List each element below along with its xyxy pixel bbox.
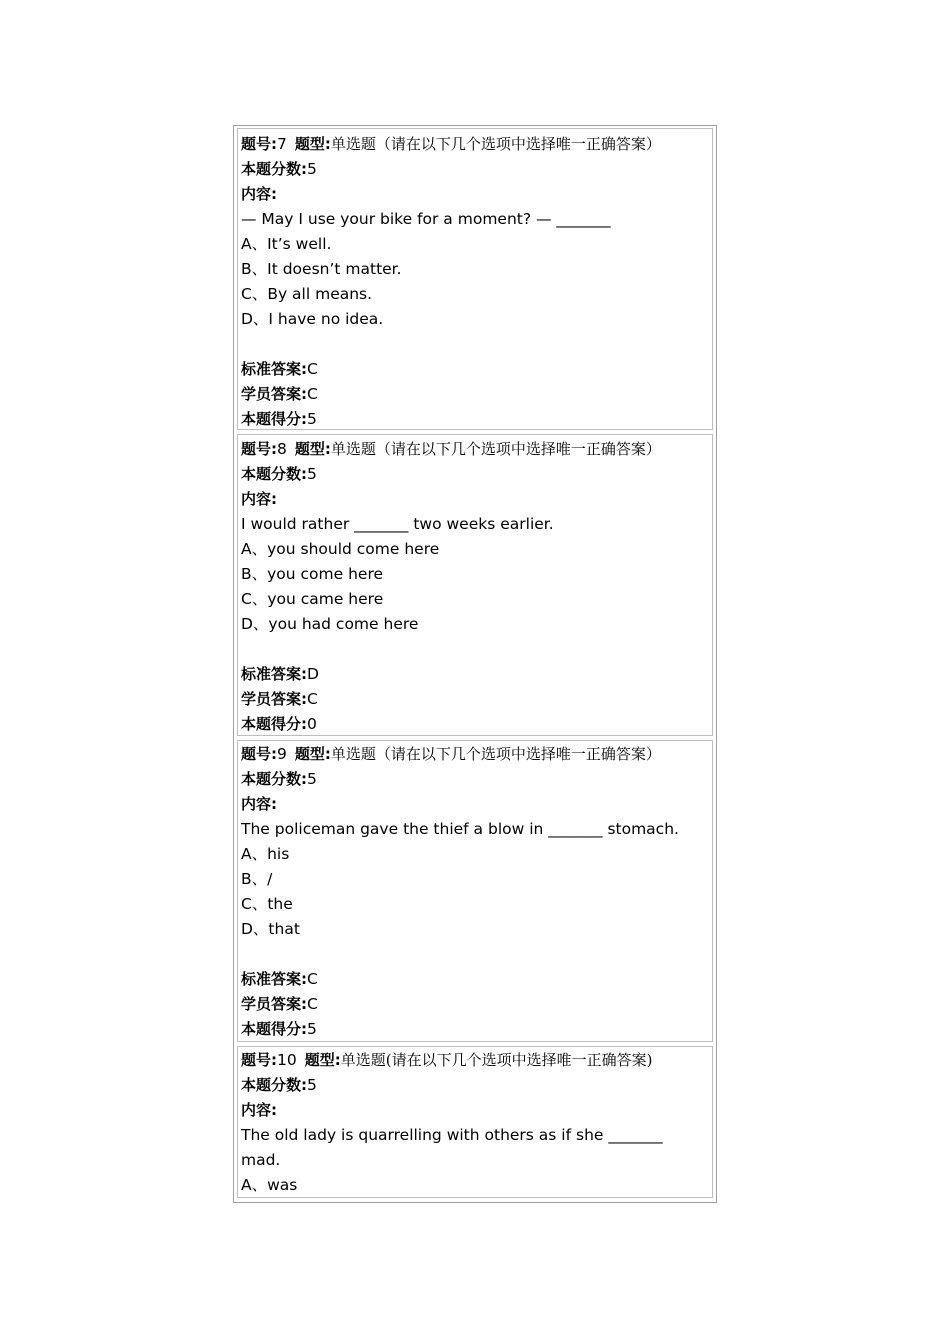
option-d: D、you had come here — [241, 615, 419, 633]
question-header — [241, 132, 661, 157]
option-a: A、his — [241, 845, 290, 863]
student-answer-label: 学员答案: — [241, 995, 307, 1013]
question-cell-10 — [237, 1046, 713, 1198]
score-line — [241, 157, 317, 182]
standard-answer: C — [307, 970, 318, 988]
question-number-label: 题号: — [241, 1051, 277, 1069]
student-answer-label: 学员答案: — [241, 385, 307, 403]
score-line — [241, 1073, 317, 1098]
question-header — [241, 742, 661, 767]
question-number-label: 题号: — [241, 745, 277, 763]
got-score: 5 — [307, 1020, 317, 1038]
quiz-results-table — [233, 125, 717, 1203]
option-c: C、By all means. — [241, 285, 373, 303]
standard-answer-label: 标准答案: — [241, 665, 307, 683]
question-number: 7 — [277, 135, 287, 153]
student-answer: C — [307, 995, 318, 1013]
question-number: 10 — [277, 1051, 297, 1069]
question-type-label: 题型: — [304, 1051, 341, 1069]
option-d: D、that — [241, 920, 300, 938]
standard-answer-label: 标准答案: — [241, 970, 307, 988]
question-cell-8 — [237, 434, 713, 736]
content-label: 内容: — [241, 185, 277, 203]
got-score: 0 — [307, 715, 317, 733]
content-line — [241, 182, 277, 207]
option-d: D、I have no idea. — [241, 310, 384, 328]
question-type: 单选题（请在以下几个选项中选择唯一正确答案） — [330, 440, 661, 458]
question-text: — May I use your bike for a moment? — _______ — [241, 210, 611, 228]
standard-answer: C — [307, 360, 318, 378]
score-value: 5 — [307, 1076, 317, 1094]
score-label: 本题分数: — [241, 465, 307, 483]
score-line — [241, 462, 317, 487]
score-value: 5 — [307, 770, 317, 788]
option-a: A、It’s well. — [241, 235, 332, 253]
content-label: 内容: — [241, 490, 277, 508]
question-type-label: 题型: — [294, 440, 331, 458]
content-line — [241, 1098, 277, 1123]
option-b: B、you come here — [241, 565, 384, 583]
standard-answer-line — [241, 967, 318, 992]
score-value: 5 — [307, 160, 317, 178]
content-label: 内容: — [241, 795, 277, 813]
student-answer: C — [307, 385, 318, 403]
question-cell-7 — [237, 128, 713, 430]
score-label: 本题分数: — [241, 160, 307, 178]
standard-answer-line — [241, 662, 319, 687]
question-text: The policeman gave the thief a blow in _______ stomach. — [241, 820, 679, 838]
standard-answer: D — [307, 665, 319, 683]
content-line — [241, 487, 277, 512]
student-answer-line — [241, 382, 318, 407]
option-a: A、was — [241, 1176, 298, 1194]
got-score-label: 本题得分: — [241, 1020, 307, 1038]
got-score-line — [241, 1017, 317, 1042]
got-score: 5 — [307, 410, 317, 428]
option-c: C、the — [241, 895, 293, 913]
question-number: 9 — [277, 745, 287, 763]
got-score-label: 本题得分: — [241, 410, 307, 428]
question-header — [241, 1048, 652, 1073]
got-score-line — [241, 712, 317, 736]
student-answer-line — [241, 992, 318, 1017]
option-c: C、you came here — [241, 590, 384, 608]
question-header — [241, 437, 661, 462]
got-score-line — [241, 407, 317, 430]
content-label: 内容: — [241, 1101, 277, 1119]
score-label: 本题分数: — [241, 1076, 307, 1094]
standard-answer-line — [241, 357, 318, 382]
score-label: 本题分数: — [241, 770, 307, 788]
student-answer: C — [307, 690, 318, 708]
option-b: B、It doesn’t matter. — [241, 260, 402, 278]
got-score-label: 本题得分: — [241, 715, 307, 733]
score-value: 5 — [307, 465, 317, 483]
question-type: 单选题（请在以下几个选项中选择唯一正确答案） — [330, 745, 661, 763]
standard-answer-label: 标准答案: — [241, 360, 307, 378]
question-number-label: 题号: — [241, 440, 277, 458]
question-type: 单选题(请在以下几个选项中选择唯一正确答案) — [340, 1051, 653, 1069]
question-type-label: 题型: — [294, 745, 331, 763]
student-answer-label: 学员答案: — [241, 690, 307, 708]
option-b: B、/ — [241, 870, 273, 888]
question-text: The old lady is quarrelling with others as if she _______ — [241, 1126, 663, 1144]
question-type: 单选题（请在以下几个选项中选择唯一正确答案） — [330, 135, 661, 153]
question-cell-9 — [237, 740, 713, 1042]
question-number-label: 题号: — [241, 135, 277, 153]
question-number: 8 — [277, 440, 287, 458]
question-type-label: 题型: — [294, 135, 331, 153]
question-text-continued: mad. — [241, 1151, 281, 1169]
content-line — [241, 792, 277, 817]
score-line — [241, 767, 317, 792]
question-text: I would rather _______ two weeks earlier. — [241, 515, 554, 533]
student-answer-line — [241, 687, 318, 712]
option-a: A、you should come here — [241, 540, 440, 558]
